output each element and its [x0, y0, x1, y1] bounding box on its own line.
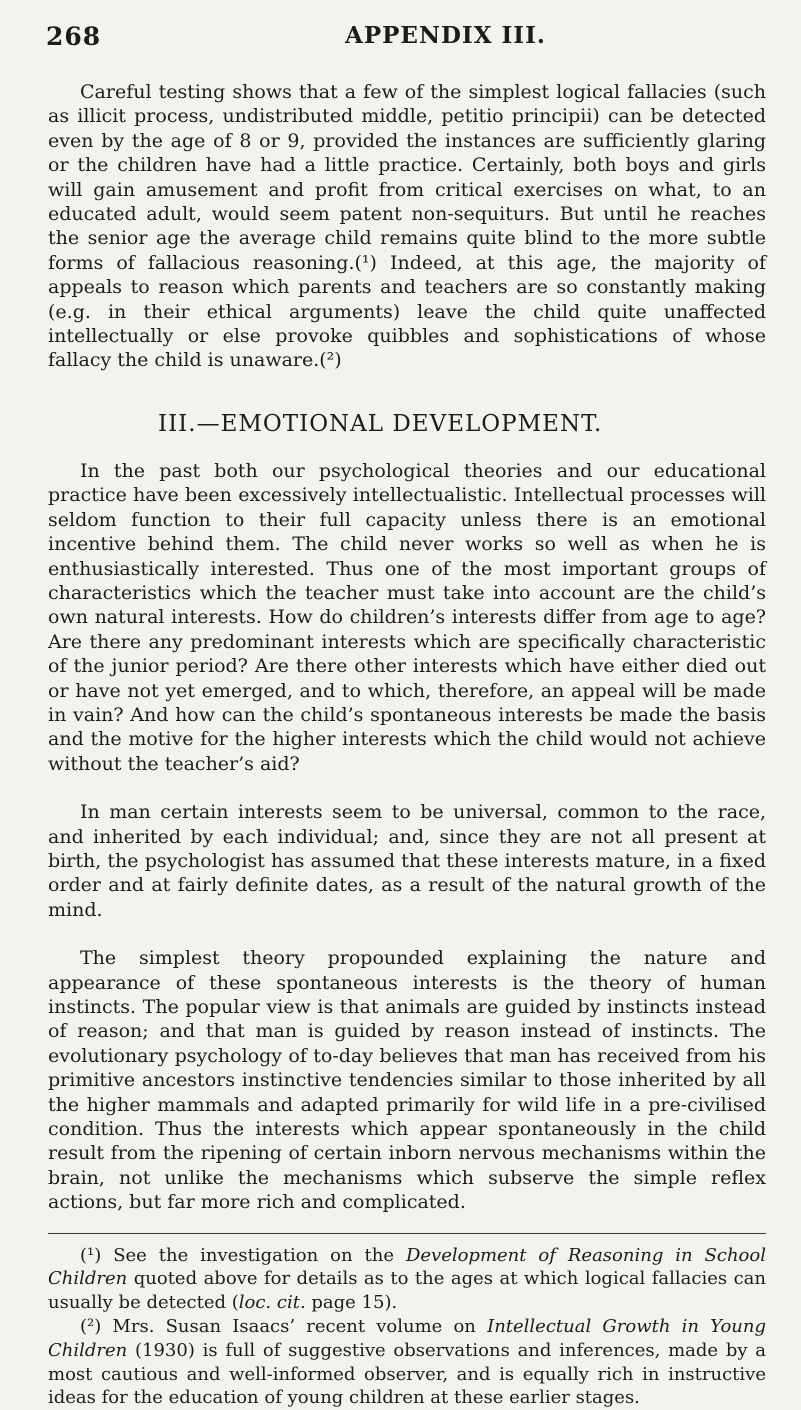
section-heading: III.—EMOTIONAL DEVELOPMENT.	[158, 410, 603, 437]
footnote-1: (¹) See the investigation on the Development of Reasoning in School Children quoted above for details as to the ages at which logical fallacies can usually be detected (loc. cit. page 15).	[48, 1244, 766, 1314]
footnote-1-title: Development of Reasoning in School Children	[48, 1244, 766, 1290]
paragraph-logical-fallacies: Careful testing shows that a few of the simplest logical fallacies (such as illicit process, undistributed middle, petitio principii) can be detected even by the age of 8 or 9, provided the instances are sufficiently glaring or the children have had a little practice. Certainly, both boys and girls will gain amusement and profit from critical exercises on what, to an educated adult, would seem patent non-sequiturs. But until he reaches the senior age the average child remains quite blind to the more subtle forms of fallacious reasoning.(¹) Indeed, at this age, the majority of appeals to reason which parents and teachers are so constantly making (e.g. in their ethical arguments) leave the child quite unaffected intellectually or else provoke quibbles and sophistications of whose fallacy the child is unaware.(²)	[48, 81, 766, 372]
paragraph-universal-interests: In man certain interests seem to be universal, common to the race, and inherited by each individual; and, since they are not all present at birth, the psychologist has assumed that these interests mature, in a fixed order and at fairly definite dates, as a result of the natural growth of the mind.	[48, 801, 766, 921]
footnote-divider	[48, 1233, 766, 1234]
footnote-2-title: Intellectual Growth in Young Children	[48, 1316, 766, 1361]
page-number: 268	[46, 22, 102, 51]
footnote-1-marker: (¹)	[80, 1244, 102, 1266]
footnote-2-marker: (²)	[80, 1316, 102, 1338]
paragraph-instincts: The simplest theory propounded explaining the nature and appearance of these spontaneous interests is the theory of human instincts. The popular view is that animals are guided by instincts instead of reason; and that man is guided by reason instead of instincts. The evolutionary psychology of to-day believes that man has received from his primitive ancestors instinctive tendencies similar to those inherited by all the higher mammals and adapted primarily for wild life in a pre-civilised condition. Thus the interests which appear spontaneously in the child result from the ripening of certain inborn nervous mechanisms within the brain, not unlike the mechanisms which subserve the simple reflex actions, but far more rich and complicated.	[48, 947, 766, 1214]
paragraph-interests: In the past both our psychological theories and our educational practice have been excessively intellectualistic. Intellectual processes will seldom function to their full capacity unless there is an emotional incentive behind them. The child never works so well as when he is enthusiastically interested. Thus one of the most important groups of characteristics which the teacher must take into account are the child’s own natural interests. How do children’s interests differ from age to age? Are there any predominant interests which are specifically characteristic of the junior period? Are there other interests which have either died out or have not yet emerged, and to which, therefore, an appeal will be made in vain? And how can the child’s spontaneous interests be made the basis and the motive for the higher interests which the child would not achieve without the teacher’s aid?	[48, 459, 766, 775]
running-head: APPENDIX III.	[345, 22, 546, 49]
page-header	[0, 22, 801, 62]
footnote-2: (²) Mrs. Susan Isaacs’ recent volume on Intellectual Growth in Young Children (1930) is full of suggestive observations and inferences, made by a most cautious and well-informed observer, and is equally rich in instructive ideas for the education of young children at these earlier stages.	[48, 1316, 766, 1409]
page-body	[48, 80, 766, 1410]
